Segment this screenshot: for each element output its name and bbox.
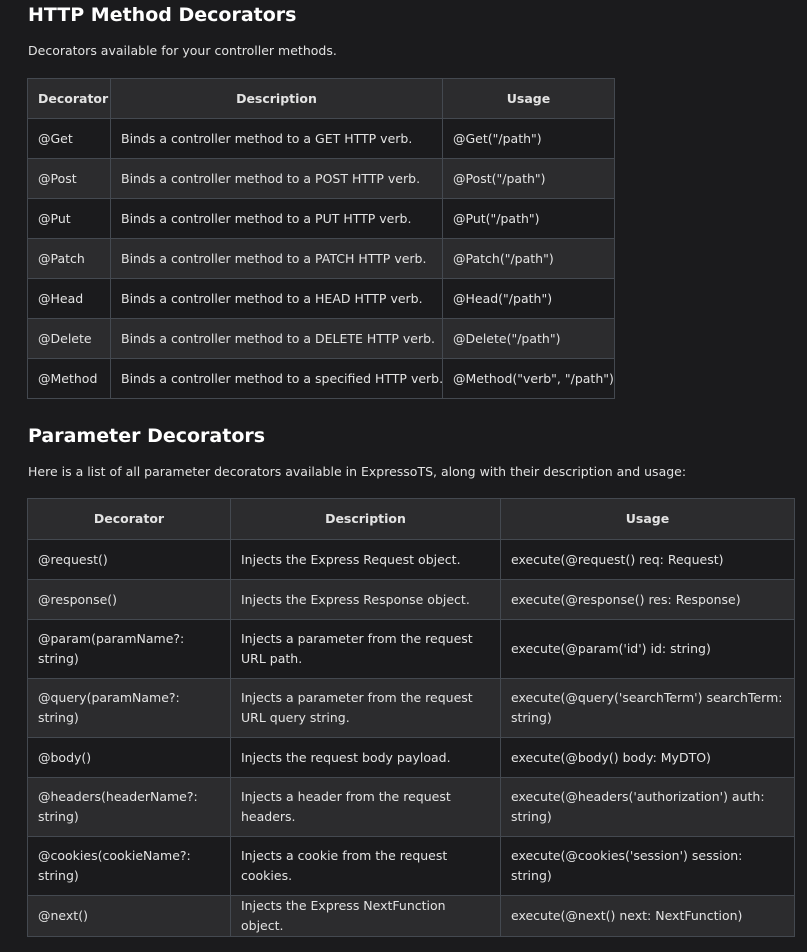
table-header-row (28, 79, 615, 119)
description-cell: Injects the Express Response object. (231, 580, 501, 620)
usage-cell: @Patch("/path") (443, 239, 615, 279)
header-description: Description (231, 499, 501, 540)
http-section-title: HTTP Method Decorators (28, 4, 297, 26)
decorator-cell: @headers(headerName?: string) (28, 778, 231, 837)
table-row (28, 239, 615, 279)
table-row (28, 199, 615, 239)
decorator-cell: @Delete (28, 319, 111, 359)
table-row (28, 159, 615, 199)
decorator-cell: @Head (28, 279, 111, 319)
table-row (28, 738, 795, 778)
usage-cell: execute(@body() body: MyDTO) (501, 738, 795, 778)
usage-cell: @Post("/path") (443, 159, 615, 199)
decorator-cell: @request() (28, 540, 231, 580)
description-cell: Binds a controller method to a HEAD HTTP verb. (111, 279, 443, 319)
table-row (28, 119, 615, 159)
table-row (28, 580, 795, 620)
usage-cell: @Delete("/path") (443, 319, 615, 359)
params-section-intro: Here is a list of all parameter decorators available in ExpressoTS, along with their description and usage: (28, 464, 687, 479)
decorator-cell: @Patch (28, 239, 111, 279)
parameter-decorators-table (27, 498, 795, 937)
decorator-cell: @Put (28, 199, 111, 239)
usage-cell: execute(@response() res: Response) (501, 580, 795, 620)
header-usage: Usage (501, 499, 795, 540)
header-usage: Usage (443, 79, 615, 119)
decorator-cell: @Post (28, 159, 111, 199)
decorator-cell: @Get (28, 119, 111, 159)
description-cell: Binds a controller method to a POST HTTP verb. (111, 159, 443, 199)
header-decorator: Decorator (28, 79, 111, 119)
usage-cell: @Method("verb", "/path") (443, 359, 615, 399)
description-cell: Injects a cookie from the request cookies. (231, 837, 501, 896)
decorator-cell: @response() (28, 580, 231, 620)
description-cell: Binds a controller method to a PUT HTTP verb. (111, 199, 443, 239)
usage-cell: @Head("/path") (443, 279, 615, 319)
description-cell: Injects the Express NextFunction object. (231, 896, 501, 937)
table-row (28, 319, 615, 359)
decorator-cell: @body() (28, 738, 231, 778)
table-row (28, 540, 795, 580)
description-cell: Injects the Express Request object. (231, 540, 501, 580)
table-header-row (28, 499, 795, 540)
usage-cell: execute(@next() next: NextFunction) (501, 896, 795, 937)
description-cell: Injects a parameter from the request URL query string. (231, 679, 501, 738)
description-cell: Injects a header from the request headers. (231, 778, 501, 837)
params-section-title: Parameter Decorators (28, 425, 266, 447)
header-decorator: Decorator (28, 499, 231, 540)
usage-cell: @Get("/path") (443, 119, 615, 159)
description-cell: Injects the request body payload. (231, 738, 501, 778)
header-description: Description (111, 79, 443, 119)
http-decorators-table (27, 78, 615, 399)
table-row (28, 778, 795, 837)
description-cell: Binds a controller method to a DELETE HTTP verb. (111, 319, 443, 359)
usage-cell: execute(@query('searchTerm') searchTerm: string) (501, 679, 795, 738)
table-row (28, 620, 795, 679)
decorator-cell: @next() (28, 896, 231, 937)
table-row (28, 679, 795, 738)
decorator-cell: @query(paramName?: string) (28, 679, 231, 738)
table-row (28, 279, 615, 319)
description-cell: Injects a parameter from the request URL path. (231, 620, 501, 679)
decorator-cell: @Method (28, 359, 111, 399)
http-section-intro: Decorators available for your controller methods. (28, 43, 337, 58)
usage-cell: execute(@param('id') id: string) (501, 620, 795, 679)
description-cell: Binds a controller method to a PATCH HTTP verb. (111, 239, 443, 279)
description-cell: Binds a controller method to a GET HTTP verb. (111, 119, 443, 159)
table-row (28, 837, 795, 896)
decorator-cell: @cookies(cookieName?: string) (28, 837, 231, 896)
description-cell: Binds a controller method to a specified HTTP verb. (111, 359, 443, 399)
usage-cell: execute(@headers('authorization') auth: string) (501, 778, 795, 837)
usage-cell: execute(@cookies('session') session: string) (501, 837, 795, 896)
usage-cell: @Put("/path") (443, 199, 615, 239)
decorator-cell: @param(paramName?: string) (28, 620, 231, 679)
table-row (28, 359, 615, 399)
usage-cell: execute(@request() req: Request) (501, 540, 795, 580)
table-row (28, 896, 795, 937)
